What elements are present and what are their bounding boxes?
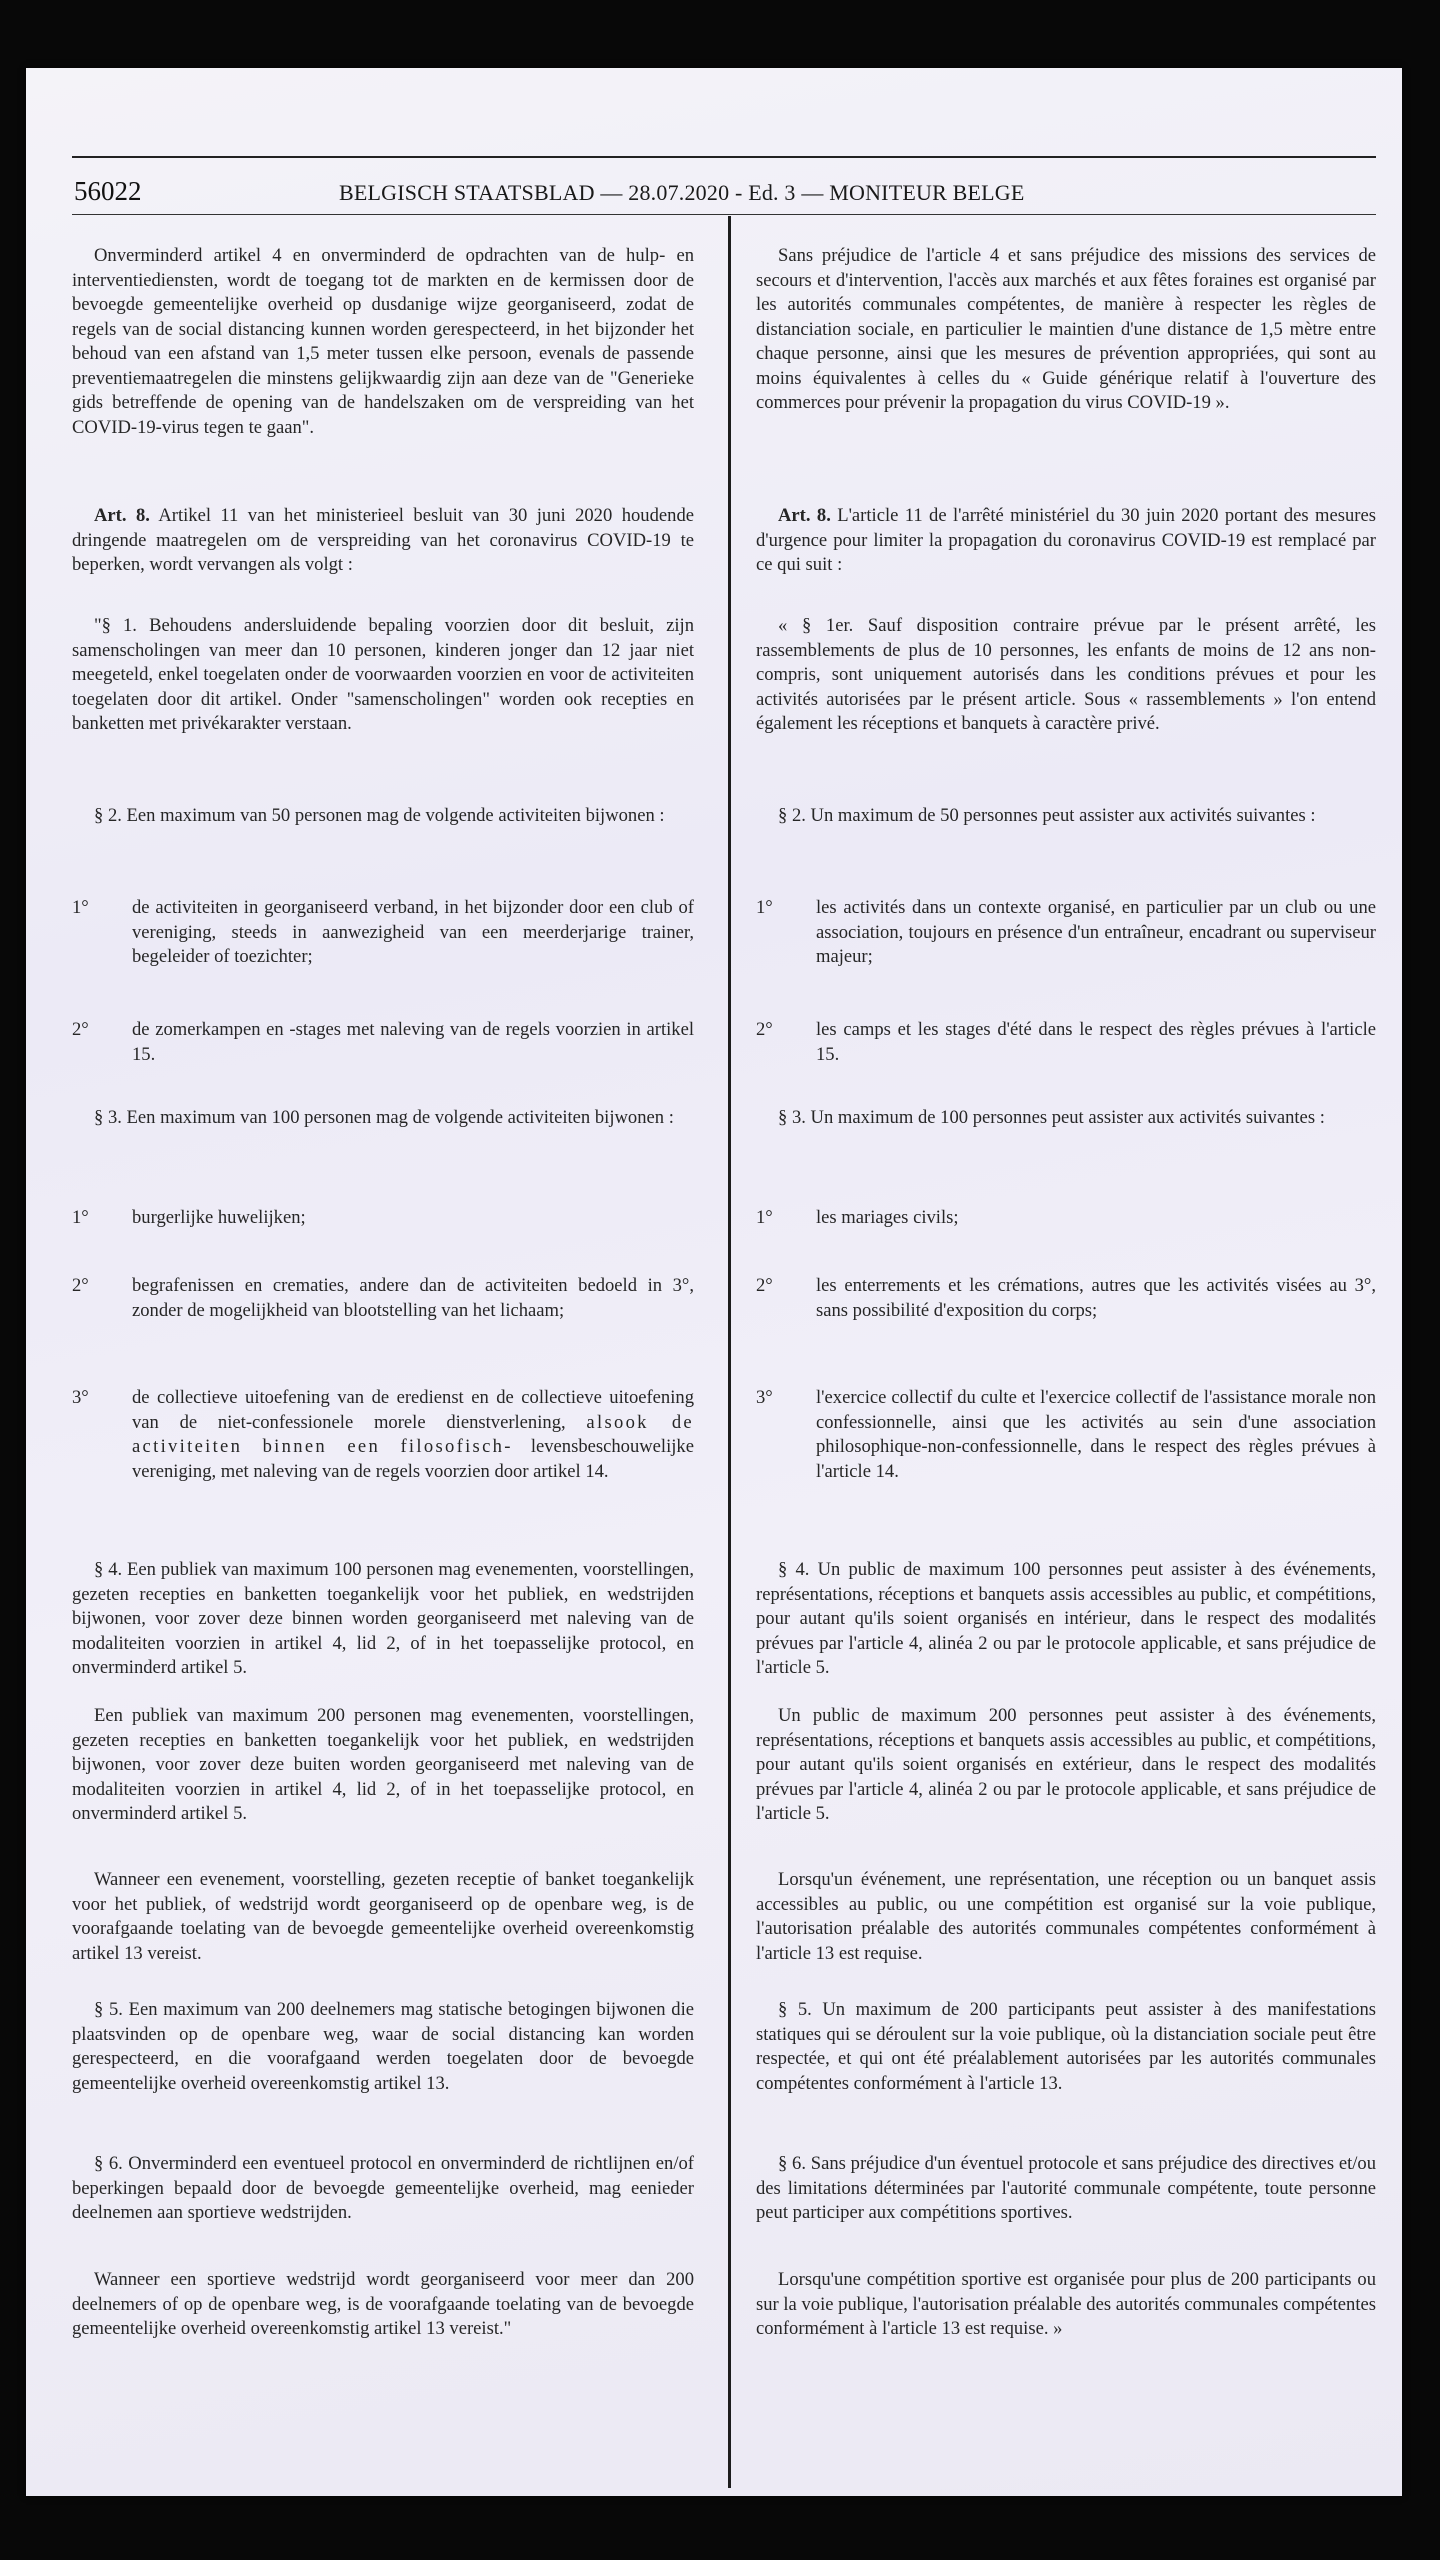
list-item (756, 1018, 1376, 1067)
list-text-part: alsook de activiteiten binnen een filosofisch- (132, 1411, 694, 1457)
list-text: de zomerkampen en -stages met naleving van de regels voorzien in artikel 15. (132, 1019, 694, 1065)
list-number: 3° (756, 1387, 773, 1408)
top-rule (72, 156, 1376, 158)
document-page (26, 68, 1402, 2496)
paragraph-section-4-outdoor: Un public de maximum 200 personnes peut assister à des événements, représentations, réceptions et banquets assis accessibles au public, et compétitions, pour autant qu'ils soient organisés en extérieur, dans le respect des modalités prévues par l'article 4, alinéa 2 ou par le protocole applicable, et sans préjudice de l'article 5. (756, 1705, 1376, 1824)
list-text: burgerlijke huwelijken; (132, 1207, 306, 1228)
list-number: 2° (72, 1275, 89, 1296)
paragraph-section-4-public-road: Wanneer een evenement, voorstelling, gezeten receptie of banket toegankelijk voor het publiek, of wedstrijd wordt georganiseerd op de openbare weg, is de voorafgaande toelating van de bevoegde gemeentelijke overheid overeenkomstig artikel 13 vereist. (72, 1869, 694, 1964)
list-number: 1° (756, 1207, 773, 1228)
paragraph-section-5: § 5. Un maximum de 200 participants peut assister à des manifestations statiques qui se déroulent sur la voie publique, où la distanciation sociale peut être respectée, et qui ont été préalablement autorisées par les autorités communales compétentes conformément à l'article 13. (756, 1999, 1376, 2094)
list-item (72, 896, 694, 970)
article-text: Artikel 11 van het ministerieel besluit van 30 juni 2020 houdende dringende maatregelen om de verspreiding van het coronavirus COVID-19 te beperken, wordt vervangen als volgt : (72, 505, 694, 575)
list-text: les mariages civils; (816, 1207, 959, 1228)
list-text-part: de collectieve uitoefening van de eredienst en de collectieve uitoefening van de niet-confessionele morele dienstverlening, (132, 1387, 694, 1433)
list-number: 1° (756, 897, 773, 918)
list-number: 1° (72, 1207, 89, 1228)
paragraph-article-8 (72, 504, 694, 578)
list-number: 2° (756, 1019, 773, 1040)
article-label: Art. 8. (94, 505, 150, 526)
list-text: les enterrements et les crémations, autres que les activités visées au 3°, sans possibilité d'exposition du corps; (816, 1275, 1376, 1321)
list-text: begrafenissen en crematies, andere dan de activiteiten bedoeld in 3°, zonder de mogelijkheid van blootstelling van het lichaam; (132, 1275, 694, 1321)
paragraph-section-2: § 2. Un maximum de 50 personnes peut assister aux activités suivantes : (778, 805, 1316, 826)
list-item (72, 1018, 694, 1067)
list-item (72, 1206, 694, 1231)
article-label: Art. 8. (778, 505, 831, 526)
paragraph-section-3: § 3. Un maximum de 100 personnes peut assister aux activités suivantes : (778, 1107, 1325, 1128)
paragraph-section-1: « § 1er. Sauf disposition contraire prévue par le présent arrêté, les rassemblements de plus de 10 personnes, les enfants de moins de 12 ans non-compris, sont uniquement autorisés dans les conditions prévues et pour les activités autorisées par le présent article. Sous « rassemblements » l'on entend également les réceptions et banquets à caractère privé. (756, 615, 1376, 734)
list-number: 2° (756, 1275, 773, 1296)
list-item (756, 1274, 1376, 1323)
paragraph-section-4-public-road: Lorsqu'un événement, une représentation, une réception ou un banquet assis accessibles au public, ou une compétition est organisé sur la voie publique, l'autorisation préalable des autorités communales compétentes conformément à l'article 13 est requise. (756, 1869, 1376, 1964)
list-item (72, 1386, 694, 1484)
paragraph-section-6: § 6. Onverminderd een eventueel protocol en onverminderd de richtlijnen en/of beperkingen bepaald door de bevoegde gemeentelijke overheid, mag eenieder deelnemen aan sportieve wedstrijden. (72, 2153, 694, 2223)
list-item (756, 1386, 1376, 1484)
list-text-part: levensbeschouwelijke vereniging, met naleving van de regels voorzien door artikel 14. (132, 1436, 694, 1482)
paragraph-intro: Sans préjudice de l'article 4 et sans préjudice des missions des services de secours et d'intervention, l'accès aux marchés et aux fêtes foraines est organisé par les autorités communales compétentes, de manière à respecter les règles de distanciation sociale, en particulier le maintien d'une distance de 1,5 mètre entre chaque personne, ainsi que les mesures de prévention appropriées, qui sont au moins équivalentes à celles du « Guide générique relatif à l'ouverture des commerces pour prévenir la propagation du virus COVID-19 ». (756, 245, 1376, 413)
list-item (756, 1206, 1376, 1231)
list-text: les activités dans un contexte organisé, en particulier par un club ou une association, toujours en présence d'un entraîneur, encadrant ou superviseur majeur; (816, 897, 1376, 967)
list-number: 3° (72, 1387, 89, 1408)
header-rule (72, 214, 1376, 215)
list-item (756, 896, 1376, 970)
list-number: 1° (72, 897, 89, 918)
list-item (72, 1274, 694, 1323)
masthead: BELGISCH STAATSBLAD — 28.07.2020 - Ed. 3 — MONITEUR BELGE (339, 180, 1025, 205)
paragraph-section-3: § 3. Een maximum van 100 personen mag de volgende activiteiten bijwonen : (94, 1107, 674, 1128)
list-text: l'exercice collectif du culte et l'exercice collectif de l'assistance morale non confessionnelle, ainsi que les activités au sein d'une association philosophique-non-confessionnelle, dans le respect des règles prévues à l'article 14. (816, 1387, 1376, 1482)
paragraph-article-8 (756, 504, 1376, 578)
list-number: 2° (72, 1019, 89, 1040)
paragraph-section-4-outdoor: Een publiek van maximum 200 personen mag evenementen, voorstellingen, gezeten recepties en banketten toegankelijk voor het publiek, en wedstrijden bijwonen, voor zover deze buiten worden georganiseerd met naleving van de modaliteiten voorzien in artikel 4, lid 2, of in het toepasselijke protocol, en onverminderd artikel 5. (72, 1705, 694, 1824)
paragraph-section-6: § 6. Sans préjudice d'un éventuel protocole et sans préjudice des directives et/ou des limitations déterminées par l'autorité communale compétente, toute personne peut participer aux compétitions sportives. (756, 2153, 1376, 2223)
paragraph-section-4: § 4. Un public de maximum 100 personnes peut assister à des événements, représentations, réceptions et banquets assis accessibles au public, et compétitions, pour autant qu'ils soient organisés en intérieur, dans le respect des modalités prévues par l'article 4, alinéa 2 ou par le protocole applicable, et sans préjudice de l'article 5. (756, 1559, 1376, 1678)
paragraph-section-1: "§ 1. Behoudens andersluidende bepaling voorzien door dit besluit, zijn samenscholingen van meer dan 10 personen, kinderen jonger dan 12 jaar niet meegeteld, enkel toegelaten onder de voorwaarden voorzien en voor de activiteiten toegelaten door dit artikel. Onder "samenscholingen" worden ook recepties en banketten met privékarakter verstaan. (72, 615, 694, 734)
column-divider (728, 216, 731, 2488)
list-text: de activiteiten in georganiseerd verband, in het bijzonder door een club of vereniging, steeds in aanwezigheid van een meerderjarige trainer, begeleider of toezichter; (132, 897, 694, 967)
paragraph-section-4: § 4. Een publiek van maximum 100 personen mag evenementen, voorstellingen, gezeten recepties en banketten toegankelijk voor het publiek, en wedstrijden bijwonen, voor zover deze binnen worden georganiseerd met naleving van de modaliteiten voorzien in artikel 4, lid 2, of in het toepasselijke protocol, en onverminderd artikel 5. (72, 1559, 694, 1678)
list-text: les camps et les stages d'été dans le respect des règles prévues à l'article 15. (816, 1019, 1376, 1065)
paragraph-section-5: § 5. Een maximum van 200 deelnemers mag statische betogingen bijwonen die plaatsvinden op de openbare weg, waar de social distancing kan worden gerespecteerd, en die voorafgaand werden toegelaten door de bevoegde gemeentelijke overheid overeenkomstig artikel 13. (72, 1999, 694, 2094)
list-text (132, 1386, 694, 1484)
page-header (74, 176, 1374, 226)
paragraph-intro: Onverminderd artikel 4 en onverminderd de opdrachten van de hulp- en interventiediensten, wordt de toegang tot de markten en de kermissen door de bevoegde gemeentelijke overheid op dusdanige wijze georganiseerd, zodat de regels van de social distancing kunnen worden gerespecteerd, in het bijzonder het behoud van een afstand van 1,5 meter tussen elke persoon, evenals de passende preventiemaatregelen die minstens gelijkwaardig zijn aan deze van de "Generieke gids betreffende de opening van de handelszaken om de verspreiding van het COVID-19-virus tegen te gaan". (72, 245, 694, 438)
paragraph-section-6-sport: Wanneer een sportieve wedstrijd wordt georganiseerd voor meer dan 200 deelnemers of op de openbare weg, is de voorafgaande toelating van de bevoegde gemeentelijke overheid overeenkomstig artikel 13 vereist." (72, 2269, 694, 2339)
paragraph-section-6-sport: Lorsqu'une compétition sportive est organisée pour plus de 200 participants ou sur la voie publique, l'autorisation préalable des autorités communales compétentes conformément à l'article 13 est requise. » (756, 2269, 1376, 2339)
paragraph-section-2: § 2. Een maximum van 50 personen mag de volgende activiteiten bijwonen : (94, 805, 665, 826)
page-number: 56022 (74, 176, 142, 206)
article-text: L'article 11 de l'arrêté ministériel du 30 juin 2020 portant des mesures d'urgence pour limiter la propagation du coronavirus COVID-19 est remplacé par ce qui suit : (756, 505, 1376, 575)
